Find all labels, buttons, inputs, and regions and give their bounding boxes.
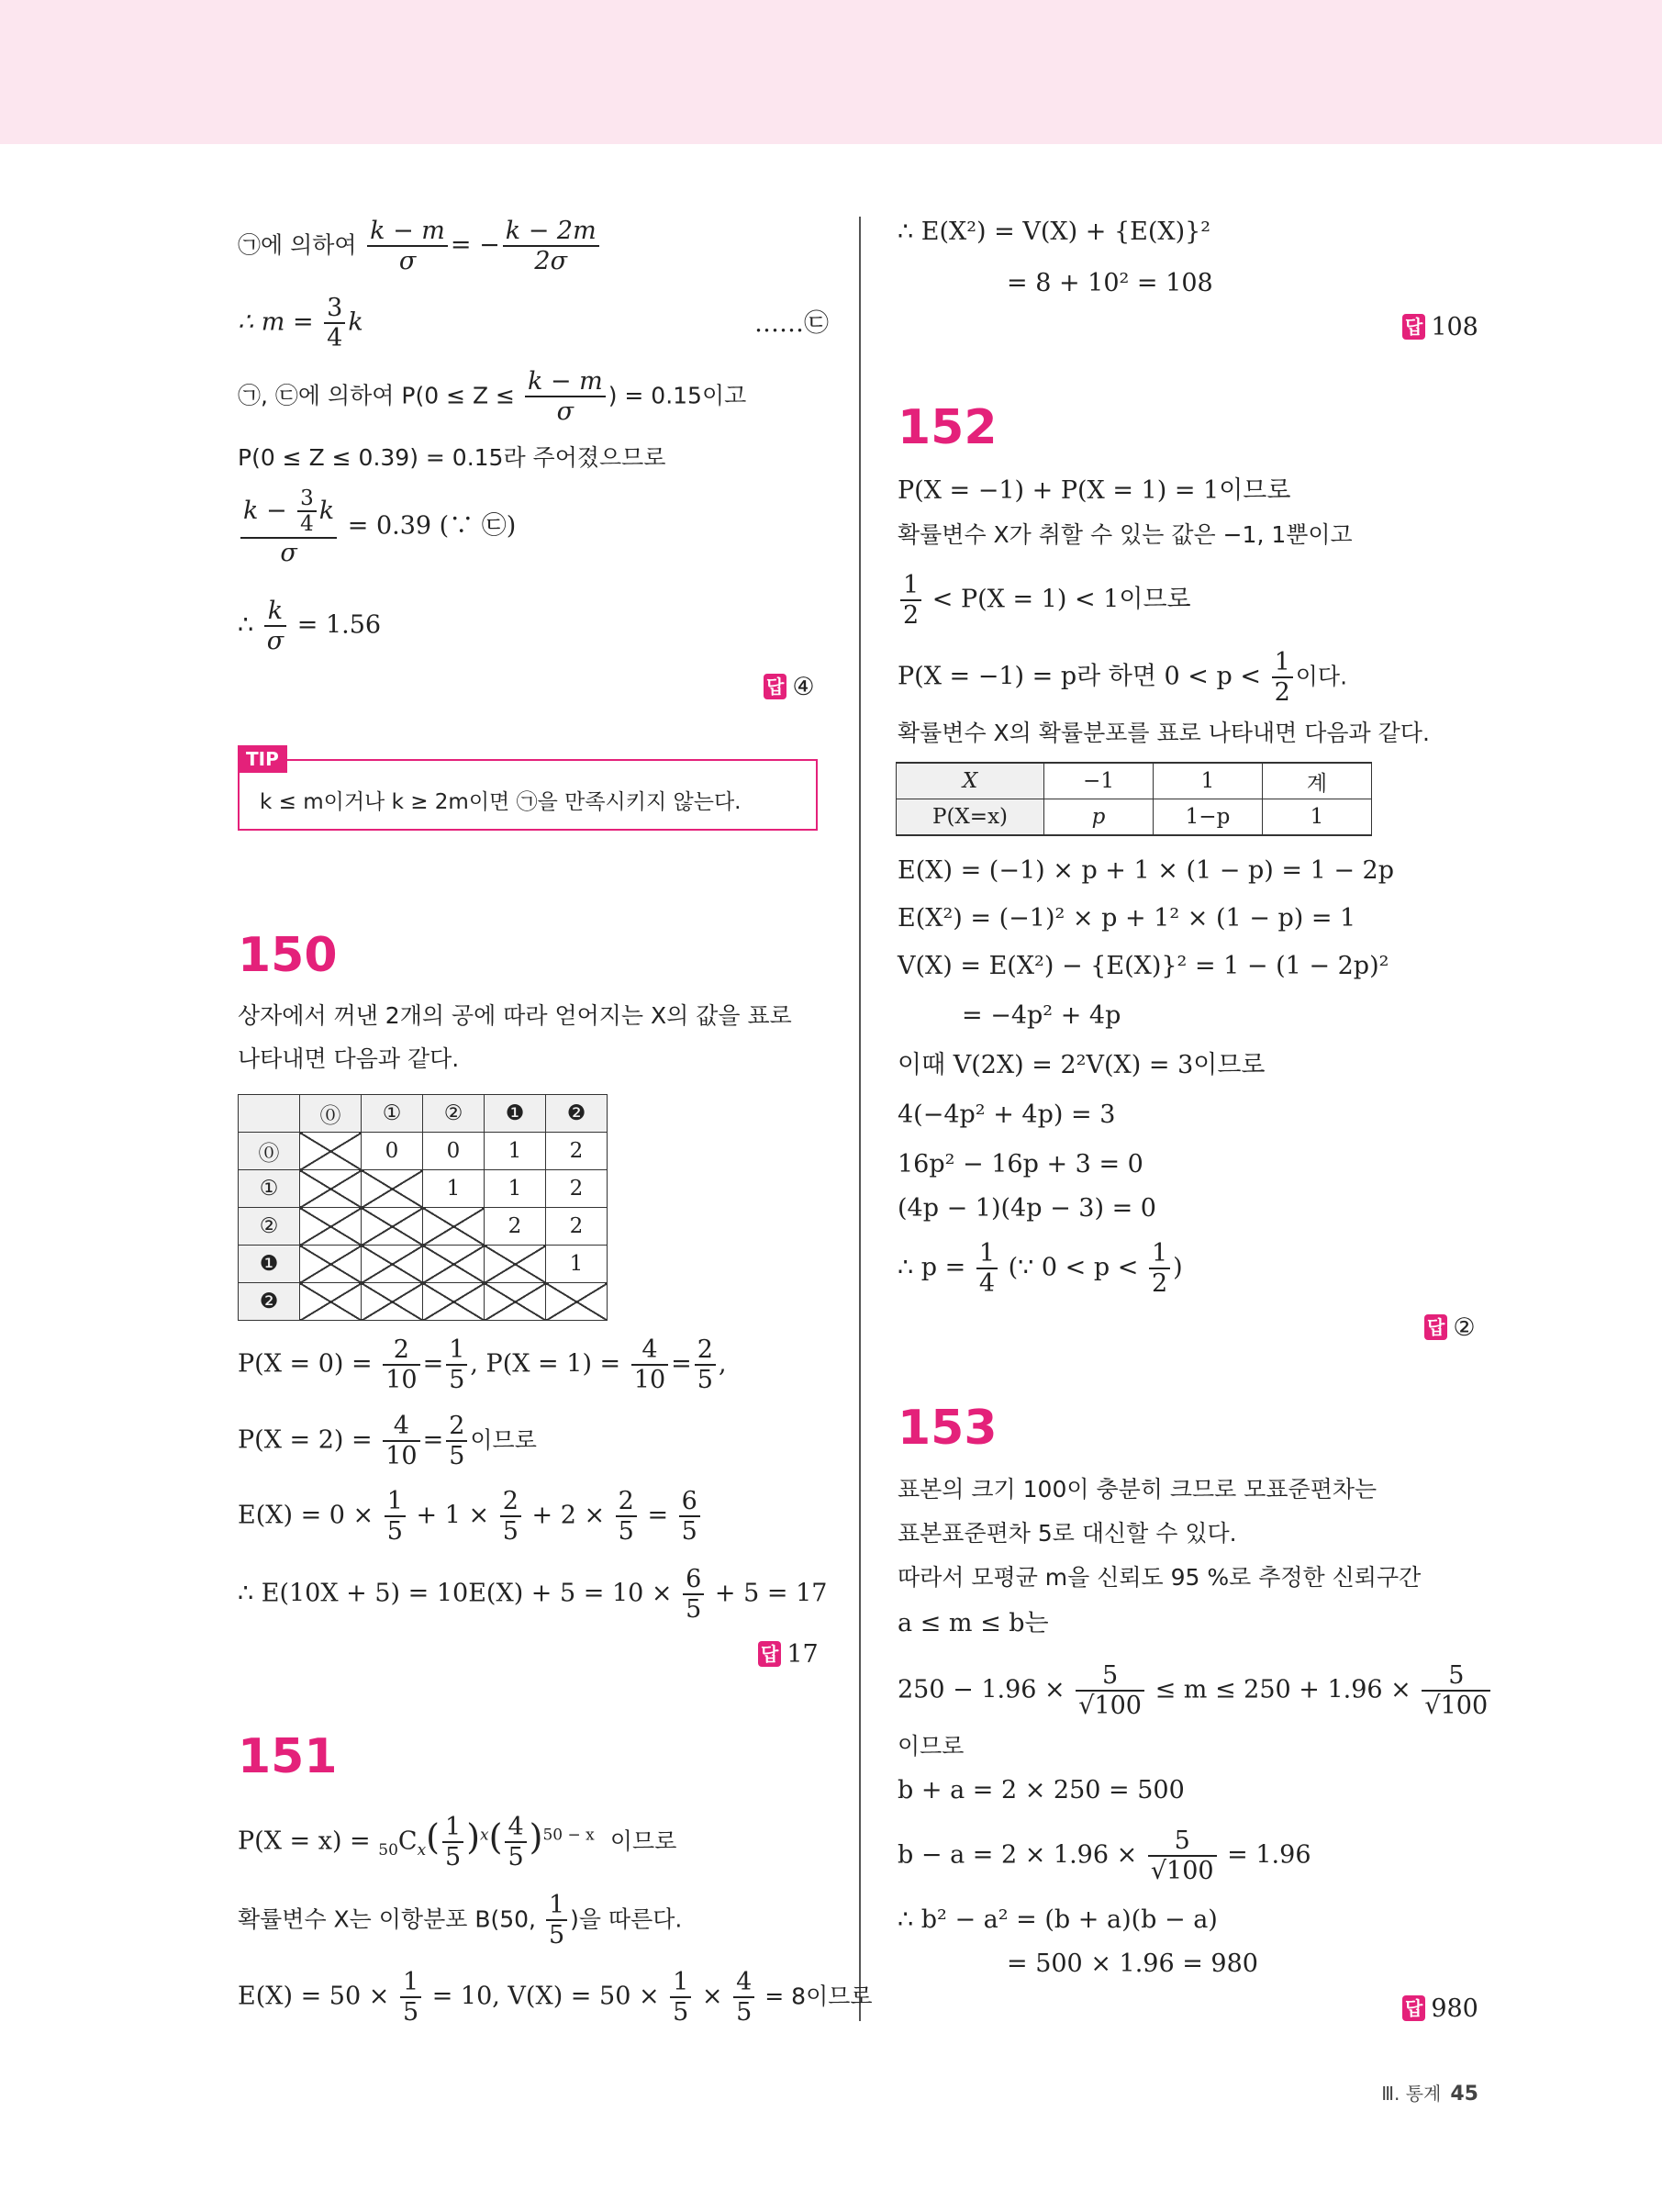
num: 6 <box>681 1487 697 1515</box>
p152-answer <box>1424 1313 1476 1344</box>
lt-l2-mark: ……㉢ <box>754 309 829 338</box>
p152-l8: V(X) = E(X²) − {E(X)}² = 1 − (1 − 2p)² <box>898 952 1389 980</box>
frac <box>385 1487 406 1546</box>
answer-badge: 답 <box>764 674 786 699</box>
t: + 1 × <box>407 1501 497 1530</box>
lt-l2-frac <box>324 294 345 352</box>
p152-l5: 확률변수 X의 확률분포를 표로 나타내면 다음과 같다. <box>898 720 1430 746</box>
p152-l1: P(X = −1) + P(X = 1) = 1이므로 <box>898 476 1291 505</box>
frac <box>1149 1239 1170 1298</box>
den: 4 <box>324 322 345 352</box>
frac <box>616 1487 637 1546</box>
t: + 2 × <box>523 1501 613 1530</box>
lt-line3 <box>238 367 746 426</box>
frac <box>505 1813 526 1871</box>
lt-l2-tail: k <box>348 307 363 337</box>
t: P(X = −1) = p라 하면 0 < p < <box>898 662 1269 691</box>
t: (∵ 0 < p < <box>1000 1253 1146 1282</box>
num: 1 <box>1274 648 1290 676</box>
crossed-cell <box>546 1283 608 1321</box>
table-cell: ❶ <box>239 1246 300 1283</box>
table-row <box>239 1133 608 1170</box>
frac <box>670 1968 691 2027</box>
p153-l5 <box>898 1661 1493 1720</box>
den: √100 <box>1422 1690 1490 1720</box>
num: 1 <box>449 1335 465 1364</box>
num: 3 <box>327 294 343 322</box>
den: 5 <box>546 1919 567 1949</box>
p152-l3 <box>898 571 1191 630</box>
crossed-cell <box>300 1170 362 1208</box>
sub: x <box>417 1840 427 1860</box>
frac <box>1148 1827 1217 1885</box>
sub: 50 <box>378 1840 398 1860</box>
num: 1 <box>548 1891 565 1919</box>
den: 5 <box>616 1515 637 1546</box>
frac <box>446 1335 467 1394</box>
p150-eq2: P(X = 2) = $\frac{4}{10}$ = $\frac{2}{5}$ 이므로 <box>238 1412 537 1471</box>
table-cell: P(X=x) <box>897 799 1044 836</box>
den: 5 <box>500 1515 521 1546</box>
table-cell: 2 <box>546 1133 608 1170</box>
lt-line5 <box>238 486 516 567</box>
num: 2 <box>697 1335 713 1364</box>
table-row <box>239 1246 608 1283</box>
p152-l7: E(X²) = (−1)² × p + 1² × (1 − p) = 1 <box>898 904 1356 933</box>
p150-eq4 <box>238 1565 827 1624</box>
num: 1 <box>903 571 920 599</box>
table-row <box>239 1170 608 1208</box>
crossed-cell <box>423 1208 485 1246</box>
table-cell: 2 <box>546 1208 608 1246</box>
t: 이다. <box>1295 663 1348 690</box>
p150-eq1: P(X = 0) = $\frac{2}{10}$ = $\frac{1}{5}$ , P(X = 1) = $\frac{4}{10}$ = $\frac{2}{5}$ , <box>238 1335 727 1395</box>
lt-l3-prefix: ㉠, ㉢에 의하여 P(0 ≤ Z ≤ <box>238 382 522 409</box>
lt-line2 <box>238 294 363 352</box>
answer-badge: 답 <box>1424 1314 1447 1340</box>
lt-l5-frac <box>240 486 337 567</box>
tip-text: k ≤ m이거나 k ≥ 2m이면 ㉠을 만족시키지 않는다. <box>260 790 742 814</box>
t: = 10, V(X) = 50 × <box>424 1982 668 2011</box>
page-footer <box>1381 2079 1478 2106</box>
t: 확률변수 X는 이항분포 B(50, <box>238 1905 543 1933</box>
den: √100 <box>1148 1855 1217 1885</box>
lt-line6 <box>238 597 381 655</box>
lt-l3-frac <box>525 367 606 426</box>
lt-l6-suffix: = 1.56 <box>289 610 382 640</box>
t: )을 따른다. <box>570 1905 683 1933</box>
p152-l14 <box>898 1239 1183 1298</box>
num-a: k − <box>243 496 296 525</box>
t: = 1.96 <box>1219 1840 1311 1870</box>
frac <box>683 1565 704 1624</box>
frac <box>1272 648 1293 707</box>
table-row <box>239 1283 608 1321</box>
p152-l2: 확률변수 X가 취할 수 있는 값은 −1, 1뿐이고 <box>898 521 1353 548</box>
crossed-cell <box>300 1246 362 1283</box>
den: 5 <box>446 1364 467 1394</box>
num: 3 <box>300 486 314 510</box>
table-cell: ❷ <box>239 1283 300 1321</box>
table-cell: 1 <box>1154 763 1263 799</box>
table-header-row <box>239 1095 608 1133</box>
t: E(X) = 0 × <box>238 1501 382 1530</box>
num: k <box>267 597 284 625</box>
table-cell: ⓪ <box>300 1095 362 1133</box>
lt-l1-frac2 <box>503 217 599 275</box>
den: 5 <box>505 1841 526 1871</box>
t: P(X = 0) = <box>238 1349 381 1379</box>
p151-eq3 <box>238 1968 873 2027</box>
paren: ) <box>529 1816 543 1858</box>
num: 1 <box>386 1487 403 1515</box>
table-row <box>239 1208 608 1246</box>
num: 2 <box>449 1412 465 1440</box>
table-cell: ① <box>362 1095 423 1133</box>
table-cell: 계 <box>1263 763 1372 799</box>
den: σ <box>525 396 606 426</box>
num: 4 <box>393 1412 409 1440</box>
num <box>240 486 337 537</box>
frac <box>383 1412 419 1470</box>
paren: ( <box>426 1816 440 1858</box>
t: ∴ p = <box>898 1253 974 1282</box>
p150-eq3: E(X) = 0 × $\frac{1}{5}$ + 1 × $\frac{2}{5}$ + 2 × $\frac{2}{5}$ = $\frac{6}{5}$ <box>238 1487 703 1546</box>
table-cell: −1 <box>1044 763 1154 799</box>
p153-l2: 표본표준편차 5로 대신할 수 있다. <box>898 1520 1237 1547</box>
num: k − m <box>370 217 445 245</box>
crossed-cell <box>362 1283 423 1321</box>
frac <box>695 1335 716 1394</box>
p152-l6: E(X) = (−1) × p + 1 × (1 − p) = 1 − 2p <box>898 856 1395 885</box>
table-cell: ② <box>239 1208 300 1246</box>
page-number: 45 <box>1450 2083 1478 2106</box>
answer-badge: 답 <box>1402 1995 1425 2021</box>
t: 이므로 <box>470 1426 537 1454</box>
answer-value: ④ <box>792 673 815 701</box>
p153-l4: a ≤ m ≤ b는 <box>898 1609 1049 1637</box>
lt-line4: P(0 ≤ Z ≤ 0.39) = 0.15라 주어졌으므로 <box>238 444 666 471</box>
num: 5 <box>1102 1661 1119 1690</box>
p153-l10: = 500 × 1.96 = 980 <box>1007 1949 1258 1978</box>
lt-l6-frac <box>264 597 286 655</box>
num: 2 <box>618 1487 634 1515</box>
num: 2 <box>502 1487 519 1515</box>
frac <box>400 1968 421 2027</box>
t: ≤ m ≤ 250 + 1.96 × <box>1146 1675 1420 1704</box>
frac <box>631 1335 668 1394</box>
den: 4 <box>297 510 317 536</box>
num: 5 <box>1174 1827 1190 1855</box>
den: σ <box>240 537 337 567</box>
frac <box>733 1968 754 2027</box>
t: < P(X = 1) < 1이므로 <box>924 585 1191 614</box>
den: 10 <box>383 1364 419 1394</box>
table-row <box>897 799 1372 836</box>
lt-l1-mid: = − <box>450 230 500 260</box>
t: ) <box>1173 1253 1183 1282</box>
paren: ( <box>488 1816 503 1858</box>
p153-l7: b + a = 2 × 250 = 500 <box>898 1776 1185 1804</box>
table-cell: ② <box>423 1095 485 1133</box>
t: ∴ E(10X + 5) = 10E(X) + 5 = 10 × <box>238 1579 681 1608</box>
p153-answer <box>1402 1994 1478 2025</box>
num: 1 <box>673 1968 689 1996</box>
lt-l2-text: ∴ m = <box>238 307 322 337</box>
table-cell: ❷ <box>546 1095 608 1133</box>
t: C <box>397 1827 418 1856</box>
frac <box>679 1487 700 1546</box>
tip-label: TIP <box>238 745 287 773</box>
lt-l3-suffix: ) = 0.15이고 <box>608 382 747 409</box>
sup: x <box>480 1826 489 1845</box>
answer-badge: 답 <box>1402 314 1425 340</box>
header-band <box>0 0 1662 144</box>
p152-l12: 16p² − 16p + 3 = 0 <box>898 1150 1143 1179</box>
lt-line1 <box>238 217 602 275</box>
answer-value: 17 <box>786 1640 819 1669</box>
den: 5 <box>695 1364 716 1394</box>
lt-answer <box>764 672 815 703</box>
t: P(X = 2) = <box>238 1425 381 1455</box>
num: k − m <box>527 367 603 396</box>
frac <box>976 1239 998 1298</box>
t: 이므로 <box>609 1827 677 1855</box>
rt-line1: ∴ E(X²) = V(X) + {E(X)}² <box>898 218 1211 246</box>
num: 6 <box>686 1565 702 1593</box>
num: 1 <box>1151 1239 1168 1268</box>
table-cell: 1 <box>1263 799 1372 836</box>
table-row <box>897 763 1372 799</box>
frac <box>900 571 921 630</box>
table-cell: 0 <box>362 1133 423 1170</box>
rt-line2: = 8 + 10² = 108 <box>1007 269 1213 297</box>
den: 5 <box>679 1515 700 1546</box>
den: 5 <box>385 1515 406 1546</box>
problem-number-151: 151 <box>238 1729 338 1784</box>
num: 1 <box>445 1813 462 1841</box>
problem-number-150: 150 <box>238 928 338 983</box>
p153-l1: 표본의 크기 100이 충분히 크므로 모표준편차는 <box>898 1476 1378 1503</box>
den: 2 <box>1272 676 1293 707</box>
table-cell: 1 <box>485 1133 546 1170</box>
den: 10 <box>383 1440 419 1470</box>
p151-eq1 <box>238 1813 676 1871</box>
table-cell: X <box>897 763 1044 799</box>
table-cell: 1 <box>485 1170 546 1208</box>
p153-l9: ∴ b² − a² = (b + a)(b − a) <box>898 1905 1218 1934</box>
crossed-cell <box>485 1246 546 1283</box>
den: 2 <box>1149 1268 1170 1298</box>
crossed-cell <box>300 1208 362 1246</box>
t: × <box>694 1982 731 2011</box>
lt-l6-prefix: ∴ <box>238 610 262 640</box>
den: 5 <box>442 1841 463 1871</box>
den: σ <box>367 245 448 275</box>
p150-text1: 상자에서 꺼낸 2개의 공에 따라 얻어지는 X의 값을 표로 <box>238 1002 792 1029</box>
p153-l3: 따라서 모평균 m을 신뢰도 95 %로 추정한 신뢰구간 <box>898 1564 1422 1591</box>
sup: 50 − x <box>542 1826 595 1845</box>
num: 2 <box>393 1335 409 1364</box>
answer-value: 980 <box>1431 1994 1478 2023</box>
answer-value: ② <box>1453 1313 1476 1342</box>
crossed-cell <box>362 1170 423 1208</box>
lt-l1-frac1 <box>367 217 448 275</box>
problem-number-152: 152 <box>898 400 998 455</box>
p150-answer <box>758 1639 819 1670</box>
den: 4 <box>976 1268 998 1298</box>
t: + 5 = 17 <box>707 1579 828 1608</box>
frac <box>1076 1661 1144 1720</box>
table-cell: 0 <box>423 1133 485 1170</box>
num: 4 <box>641 1335 658 1364</box>
p152-l4 <box>898 648 1347 707</box>
answer-value: 108 <box>1431 313 1478 341</box>
p152-l10: 이때 V(2X) = 2²V(X) = 3이므로 <box>898 1051 1266 1079</box>
t: = 8이므로 <box>757 1983 873 2010</box>
frac <box>546 1891 567 1949</box>
num-frac <box>297 486 317 537</box>
t: 250 − 1.96 × <box>898 1675 1074 1704</box>
problem-number-153: 153 <box>898 1401 998 1456</box>
crossed-cell <box>300 1133 362 1170</box>
table-cell: ❶ <box>485 1095 546 1133</box>
paren: ) <box>466 1816 481 1858</box>
den: 2 <box>900 599 921 630</box>
table-cell: 1−p <box>1154 799 1263 836</box>
p150-table <box>238 1094 608 1321</box>
crossed-cell <box>423 1283 485 1321</box>
t: b − a = 2 × 1.96 × <box>898 1840 1145 1870</box>
p153-l8 <box>898 1827 1311 1885</box>
den: 5 <box>670 1996 691 2027</box>
table-cell: 2 <box>546 1170 608 1208</box>
p151-eq2 <box>238 1891 682 1949</box>
den: 5 <box>733 1996 754 2027</box>
lt-l1-prefix: ㉠에 의하여 <box>238 231 357 259</box>
table-cell: 1 <box>546 1246 608 1283</box>
frac <box>446 1412 467 1470</box>
frac <box>442 1813 463 1871</box>
p150-text2: 나타내면 다음과 같다. <box>238 1045 460 1072</box>
crossed-cell <box>362 1246 423 1283</box>
den: 10 <box>631 1364 668 1394</box>
table-cell: 2 <box>485 1208 546 1246</box>
den: 5 <box>683 1593 704 1624</box>
t: E(X) = 50 × <box>238 1982 397 2011</box>
lt-l5-suffix: = 0.39 (∵ ㉢) <box>340 511 517 541</box>
p152-table <box>896 762 1372 836</box>
den: 5 <box>400 1996 421 2027</box>
footer-chapter: Ⅲ. 통계 <box>1381 2083 1442 2105</box>
crossed-cell <box>485 1283 546 1321</box>
crossed-cell <box>300 1283 362 1321</box>
den: 2σ <box>503 245 599 275</box>
table-cell: p <box>1044 799 1154 836</box>
p153-l6: 이므로 <box>898 1733 965 1760</box>
t: , P(X = 1) = <box>470 1349 629 1379</box>
crossed-cell <box>423 1246 485 1283</box>
num: 4 <box>736 1968 753 1996</box>
table-cell: 1 <box>423 1170 485 1208</box>
num: 5 <box>1448 1661 1465 1690</box>
frac <box>383 1335 419 1394</box>
crossed-cell <box>362 1208 423 1246</box>
p152-l9: = −4p² + 4p <box>962 1001 1121 1030</box>
num: 1 <box>402 1968 419 1996</box>
num-b: k <box>318 496 335 525</box>
num: 4 <box>508 1813 524 1841</box>
answer-badge: 답 <box>758 1641 781 1667</box>
table-cell: ① <box>239 1170 300 1208</box>
num: 1 <box>978 1239 996 1268</box>
rt-answer <box>1402 312 1478 343</box>
frac <box>500 1487 521 1546</box>
den: 5 <box>446 1440 467 1470</box>
den: σ <box>264 625 286 655</box>
column-divider <box>859 217 861 2021</box>
t: P(X = x) = <box>238 1827 379 1856</box>
p152-l11: 4(−4p² + 4p) = 3 <box>898 1100 1116 1129</box>
den: √100 <box>1076 1690 1144 1720</box>
p152-l13: (4p − 1)(4p − 3) = 0 <box>898 1194 1156 1223</box>
table-cell: ⓪ <box>239 1133 300 1170</box>
frac <box>1422 1661 1490 1720</box>
num: k − 2m <box>505 217 597 245</box>
table-cell <box>239 1095 300 1133</box>
